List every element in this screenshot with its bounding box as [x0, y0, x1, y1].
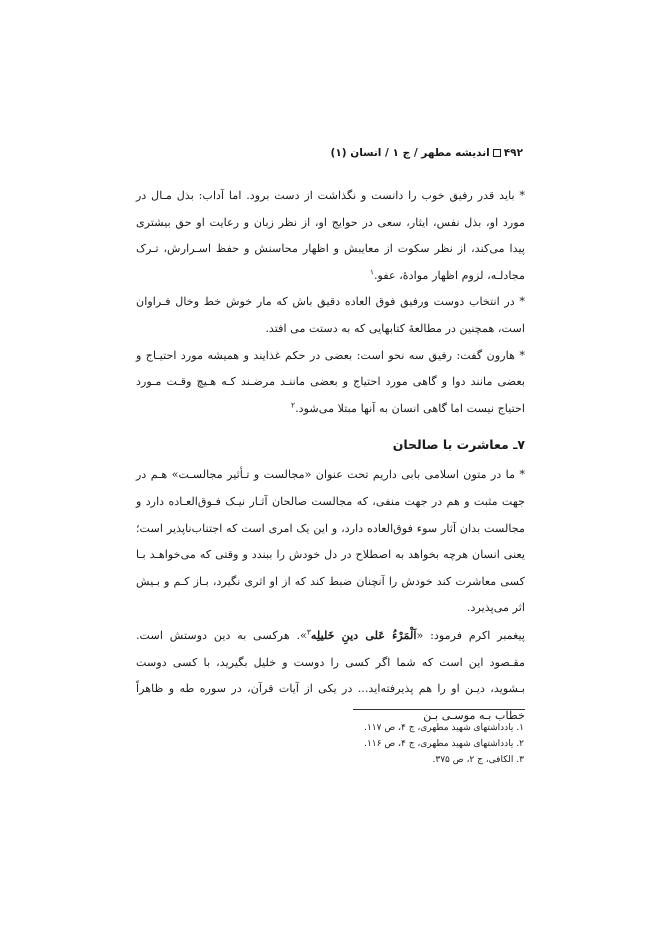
- footnote-ref-1[interactable]: ۱: [369, 267, 374, 277]
- footnote-ref-3[interactable]: ۳: [306, 627, 311, 637]
- paragraph-2: * در انتخاب دوست ورفیق فوق العاده دقیق باش که مار خوش خط وخال فـراوان است، همچنین در مطالعهٔ کتابهایی که به دستت می افتد.: [136, 295, 525, 335]
- footnote-1: ۱. یادداشتهای شهید مطهری، ج ۴، ص ۱۱۷.: [364, 723, 524, 733]
- footnote-2: ۲. یادداشتهای شهید مطهری، ج ۴، ص ۱۱۶.: [364, 739, 524, 749]
- paragraph-5: پیغمبر اکرم فرمود: «اَلْمَرْءُ عَلی دینِ خَلیلِه$^۳$». هرکسی به دین دوستش است. مقـصود این است که شما اگر کسی را دوست و خلیل بگیرید، با کسی دوست بـشوید، دیـن او را هم پذیرفته‌اید... در یکی از آیات قرآن، در سوره طه و ظاهراً خطاب بـه موسـی بـن: [136, 627, 526, 722]
- running-header: [138, 147, 523, 159]
- footnote-3: ۳. الکافی، ج ۲، ص ۳۷۵.: [432, 755, 524, 765]
- square-separator-icon: [493, 149, 501, 157]
- footnote-ref-2[interactable]: ۲: [291, 400, 296, 410]
- body-text: [136, 183, 525, 729]
- page-number: ۴۹۲: [503, 147, 523, 159]
- section-heading: ۷ـ معاشرت با صالحان: [392, 437, 525, 453]
- running-title: اندیشه مطهر / ج ۱ / انسان (۱): [330, 147, 490, 159]
- paragraph-1: * باید قدر رفیق خوب را دانست و نگذاشت از دست برود. اما آداب: بذل مـال در مورد او، بذل نفس، ایثار، سعی در حوایج او، از نظر زبان و رعایت او حق بیشتری پیدا می‌کند، از نظر سکوت از معایبش و اظهار محاسنش و حفظ اسـرارش، تـرک مجادلـه، لزوم اظهار موادهٔ، عفو.$^۱$: [136, 189, 525, 282]
- footnotes: [224, 720, 524, 768]
- hadith-phrase: اَلْمَرْءُ عَلی دینِ خَلیلِه: [310, 627, 417, 642]
- footnote-divider: [353, 709, 525, 710]
- paragraph-3: * هارون گفت: رفیق سه نحو است: بعضی در حکم غذایند و همیشه مورد احتیـاج و بعضی مانند دوا و گاهی مورد احتیاج و بعضی ماننـد مرضـند کـه هـیچ وقـت مـورد احتیاج نیست اما گاهی انسان به آنها مبتلا می‌شود.$^۲$: [136, 348, 525, 415]
- paragraph-4: * ما در متون اسلامی بابی داریم تحت عنوان «مجالست و تـأثیر مجالسـت» هـم در جهت مثبت و هم در جهت منفی، که مجالست صالحان آثـار نیـک فـوق‌العـاده دارد و مجالست بدان آثار سوء فوق‌العاده دارد، و این یک امری است که اجتناب‌ناپذیر است؛ یعنی انسان هرچه بخواهد به اصطلاح در دل خودش را ببندد و وقتی که می‌خواهـد بـا کسی معاشرت کند خودش را آنچنان ضبط کند که از او اثری نگیرد، بـاز کـم و بـیش اثر می‌پذیرد.: [136, 468, 525, 615]
